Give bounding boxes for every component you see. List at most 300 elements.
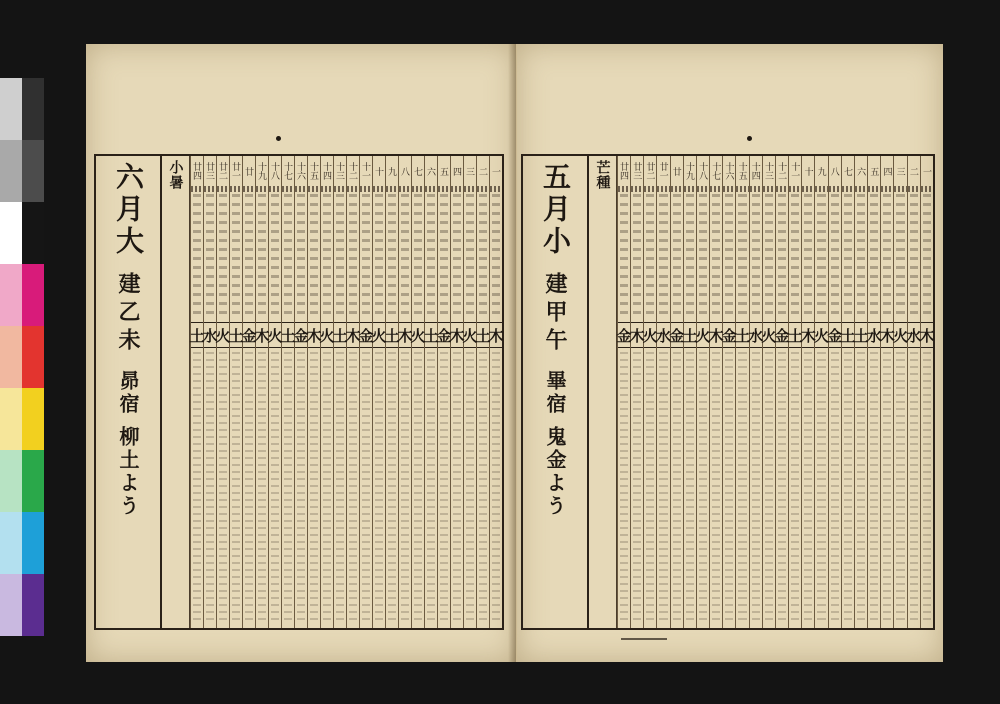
- lunar-lodge: 昴宿: [116, 370, 140, 416]
- almanac-notes: [844, 352, 852, 622]
- day-column: [359, 156, 372, 628]
- day-column: [307, 156, 320, 628]
- day-number: 五: [868, 166, 879, 176]
- element-cell: [490, 322, 502, 348]
- hour-marks: [412, 186, 424, 192]
- kana-annotation: [620, 194, 628, 318]
- almanac-notes: [414, 352, 422, 622]
- almanac-notes: [349, 352, 357, 622]
- lodge-note: 柳土よう: [116, 426, 140, 518]
- solar-term-column: [589, 156, 617, 628]
- day-number: 廿: [243, 166, 253, 176]
- element-cell: [477, 322, 489, 348]
- color-swatch: [22, 326, 44, 388]
- day-number: 十九: [256, 162, 266, 180]
- element-cell: [631, 322, 643, 348]
- almanac-notes: [453, 352, 461, 622]
- almanac-notes: [817, 352, 825, 622]
- hour-marks: [908, 186, 920, 192]
- day-element: 金: [774, 326, 790, 345]
- element-cell: [360, 322, 372, 348]
- hour-marks: [256, 186, 268, 192]
- kana-annotation: [206, 194, 214, 318]
- hour-marks: [373, 186, 385, 192]
- day-element: 土: [840, 326, 856, 345]
- almanac-notes: [193, 352, 201, 622]
- kana-annotation: [738, 194, 746, 318]
- element-cell: [412, 322, 424, 348]
- color-swatch: [22, 140, 44, 202]
- month-header-left: [96, 156, 162, 628]
- hour-marks: [204, 186, 216, 192]
- kana-annotation: [633, 194, 641, 318]
- day-element: 土: [228, 326, 244, 345]
- day-element: 金: [616, 326, 632, 345]
- day-element: 土: [853, 326, 869, 345]
- day-column: [216, 156, 229, 628]
- element-cell: [618, 322, 630, 348]
- day-column: [450, 156, 463, 628]
- color-swatch: [22, 574, 44, 636]
- day-column: [893, 156, 909, 628]
- day-number: 廿一: [657, 162, 668, 180]
- almanac-notes: [492, 352, 500, 622]
- day-element: 土: [475, 326, 491, 345]
- day-element: 木: [629, 326, 645, 345]
- day-column: [398, 156, 411, 628]
- solar-term-label: 小暑: [167, 160, 184, 190]
- day-number: 十一: [789, 162, 800, 180]
- kana-annotation: [284, 194, 292, 318]
- almanac-notes: [896, 352, 904, 622]
- day-number: 四: [451, 166, 461, 176]
- almanac-notes: [646, 352, 654, 622]
- day-column: [385, 156, 398, 628]
- almanac-notes: [831, 352, 839, 622]
- hour-marks: [451, 186, 463, 192]
- day-element: 金: [827, 326, 843, 345]
- kana-annotation: [883, 194, 891, 318]
- color-swatch: [0, 512, 22, 574]
- binding-hole: [747, 136, 752, 141]
- day-number: 十一: [360, 162, 370, 180]
- day-number: 七: [841, 166, 852, 176]
- color-swatch: [0, 202, 22, 264]
- hour-marks: [921, 186, 933, 192]
- element-cell: [308, 322, 320, 348]
- element-cell: [425, 322, 437, 348]
- day-number: 九: [386, 166, 396, 176]
- element-cell: [464, 322, 476, 348]
- kana-annotation: [440, 194, 448, 318]
- day-element: 火: [215, 326, 231, 345]
- day-element: 火: [462, 326, 478, 345]
- almanac-notes: [673, 352, 681, 622]
- kana-annotation: [349, 194, 357, 318]
- day-element: 火: [267, 326, 283, 345]
- element-cell: [829, 322, 841, 348]
- day-element: 土: [384, 326, 400, 345]
- day-number: 廿四: [618, 162, 629, 180]
- almanac-notes: [401, 352, 409, 622]
- kana-annotation: [910, 194, 918, 318]
- day-column: [424, 156, 437, 628]
- day-element: 土: [787, 326, 803, 345]
- day-columns: [190, 156, 502, 628]
- day-number: 三: [464, 166, 474, 176]
- almanac-notes: [804, 352, 812, 622]
- color-swatch: [0, 264, 22, 326]
- day-column: [656, 156, 669, 628]
- element-cell: [347, 322, 359, 348]
- day-columns: [617, 156, 933, 628]
- day-number: 八: [399, 166, 409, 176]
- element-cell: [243, 322, 255, 348]
- kana-annotation: [896, 194, 904, 318]
- hour-marks: [243, 186, 255, 192]
- day-column: [880, 156, 893, 628]
- almanac-notes: [245, 352, 253, 622]
- almanac-notes: [297, 352, 305, 622]
- hour-marks: [347, 186, 359, 192]
- color-swatch: [0, 78, 22, 140]
- almanac-notes: [752, 352, 760, 622]
- day-element: 木: [919, 326, 935, 345]
- almanac-notes: [712, 352, 720, 622]
- day-element: 木: [306, 326, 322, 345]
- hour-marks: [282, 186, 294, 192]
- hour-marks: [736, 186, 748, 192]
- element-cell: [386, 322, 398, 348]
- kana-annotation: [752, 194, 760, 318]
- hour-marks: [829, 186, 841, 192]
- day-number: 廿: [670, 166, 681, 176]
- almanac-notes: [336, 352, 344, 622]
- color-swatch: [0, 326, 22, 388]
- element-cell: [230, 322, 242, 348]
- hour-marks: [618, 186, 630, 192]
- hour-marks: [671, 186, 683, 192]
- kana-annotation: [791, 194, 799, 318]
- hour-marks: [425, 186, 437, 192]
- kana-annotation: [804, 194, 812, 318]
- day-number: 十: [802, 166, 813, 176]
- color-swatch: [0, 450, 22, 512]
- day-column: [828, 156, 841, 628]
- day-element: 木: [397, 326, 413, 345]
- kana-annotation: [844, 194, 852, 318]
- day-column: [463, 156, 476, 628]
- day-number: 十三: [762, 162, 773, 180]
- day-number: 二: [907, 166, 918, 176]
- month-branch: 建乙未: [115, 272, 141, 356]
- day-column: [281, 156, 294, 628]
- almanac-notes: [232, 352, 240, 622]
- right-page: [516, 44, 943, 662]
- kana-annotation: [870, 194, 878, 318]
- day-column: [801, 156, 814, 628]
- kana-annotation: [414, 194, 422, 318]
- almanac-notes: [388, 352, 396, 622]
- day-column: [255, 156, 268, 628]
- kana-annotation: [673, 194, 681, 318]
- day-column: [617, 156, 630, 628]
- day-element: 木: [708, 326, 724, 345]
- day-column: [683, 156, 696, 628]
- hour-marks: [217, 186, 229, 192]
- day-number: 十五: [736, 162, 747, 180]
- element-cell: [802, 322, 814, 348]
- hour-marks: [386, 186, 398, 192]
- element-cell: [814, 322, 830, 348]
- day-number: 六: [855, 166, 866, 176]
- element-cell: [334, 322, 346, 348]
- day-element: 金: [436, 326, 452, 345]
- hour-marks: [490, 186, 502, 192]
- almanac-notes: [791, 352, 799, 622]
- day-element: 水: [906, 326, 922, 345]
- day-column: [814, 156, 830, 628]
- day-number: 廿四: [191, 162, 201, 180]
- day-element: 火: [761, 326, 777, 345]
- day-column: [203, 156, 216, 628]
- day-element: 土: [280, 326, 296, 345]
- day-element: 火: [410, 326, 426, 345]
- almanac-notes: [620, 352, 628, 622]
- kana-annotation: [297, 194, 305, 318]
- almanac-notes: [258, 352, 266, 622]
- element-cell: [191, 322, 203, 348]
- element-cell: [684, 322, 696, 348]
- element-cell: [373, 322, 385, 348]
- hour-marks: [723, 186, 735, 192]
- color-swatch: [22, 202, 44, 264]
- element-cell: [217, 322, 229, 348]
- kana-annotation: [466, 194, 474, 318]
- almanac-notes: [765, 352, 773, 622]
- element-cell: [868, 322, 880, 348]
- day-column: [841, 156, 854, 628]
- day-element: 金: [241, 326, 257, 345]
- almanac-notes: [310, 352, 318, 622]
- hour-marks: [802, 186, 814, 192]
- element-cell: [657, 322, 669, 348]
- color-swatch: [22, 78, 44, 140]
- kana-annotation: [659, 194, 667, 318]
- day-number: 十四: [321, 162, 331, 180]
- almanac-notes: [633, 352, 641, 622]
- month-branch: 建甲午: [542, 272, 568, 356]
- left-page: [86, 44, 517, 662]
- hour-marks: [868, 186, 880, 192]
- day-column: [775, 156, 788, 628]
- hour-marks: [631, 186, 643, 192]
- almanac-notes: [323, 352, 331, 622]
- day-number: 五: [438, 166, 448, 176]
- kana-annotation: [193, 194, 201, 318]
- kana-annotation: [923, 194, 931, 318]
- kana-annotation: [492, 194, 500, 318]
- hour-marks: [644, 186, 656, 192]
- day-element: 火: [695, 326, 711, 345]
- day-column: [907, 156, 920, 628]
- day-number: 十七: [710, 162, 721, 180]
- hour-marks: [477, 186, 489, 192]
- day-column: [788, 156, 801, 628]
- printer-mark: [621, 630, 667, 640]
- day-column: [709, 156, 722, 628]
- hour-marks: [763, 186, 775, 192]
- hour-marks: [464, 186, 476, 192]
- almanac-notes: [479, 352, 487, 622]
- color-swatch: [22, 264, 44, 326]
- day-column: [920, 156, 933, 628]
- day-number: 九: [815, 166, 826, 176]
- day-number: 七: [412, 166, 422, 176]
- element-cell: [697, 322, 709, 348]
- element-cell: [735, 322, 751, 348]
- day-element: 水: [748, 326, 764, 345]
- day-element: 木: [879, 326, 895, 345]
- almanac-notes: [271, 352, 279, 622]
- element-cell: [776, 322, 788, 348]
- kana-annotation: [765, 194, 773, 318]
- lodge-note: 鬼金よう: [543, 426, 567, 518]
- hour-marks: [191, 186, 203, 192]
- element-cell: [204, 322, 216, 348]
- day-number: 四: [881, 166, 892, 176]
- day-number: 廿三: [631, 162, 642, 180]
- day-number: 廿一: [230, 162, 240, 180]
- element-cell: [881, 322, 893, 348]
- kana-annotation: [388, 194, 396, 318]
- almanac-notes: [659, 352, 667, 622]
- day-number: 一: [490, 166, 500, 176]
- hour-marks: [815, 186, 827, 192]
- day-element: 水: [202, 326, 218, 345]
- kana-annotation: [336, 194, 344, 318]
- day-column: [320, 156, 333, 628]
- kana-annotation: [686, 194, 694, 318]
- color-calibration-strip: [0, 78, 44, 638]
- day-column: [722, 156, 735, 628]
- day-element: 水: [655, 326, 671, 345]
- element-cell: [893, 322, 909, 348]
- day-column: [190, 156, 203, 628]
- kana-annotation: [323, 194, 331, 318]
- kana-annotation: [699, 194, 707, 318]
- almanac-notes: [440, 352, 448, 622]
- element-cell: [644, 322, 656, 348]
- element-cell: [723, 322, 735, 348]
- hour-marks: [776, 186, 788, 192]
- lunar-lodge: 畢宿: [543, 370, 567, 416]
- almanac-notes: [738, 352, 746, 622]
- day-element: 金: [358, 326, 374, 345]
- color-swatch: [22, 512, 44, 574]
- almanac-notes: [883, 352, 891, 622]
- day-element: 土: [423, 326, 439, 345]
- day-column: [294, 156, 307, 628]
- day-number: 十六: [723, 162, 734, 180]
- kana-annotation: [479, 194, 487, 318]
- element-cell: [842, 322, 854, 348]
- hour-marks: [881, 186, 893, 192]
- kana-annotation: [245, 194, 253, 318]
- element-cell: [451, 322, 463, 348]
- day-column: [670, 156, 683, 628]
- hour-marks: [399, 186, 411, 192]
- day-column: [333, 156, 346, 628]
- hour-marks: [334, 186, 346, 192]
- day-column: [643, 156, 656, 628]
- almanac-notes: [466, 352, 474, 622]
- day-element: 土: [332, 326, 348, 345]
- hour-marks: [657, 186, 669, 192]
- day-number: 廿二: [644, 162, 655, 180]
- solar-term-column: [162, 156, 190, 628]
- month-header-right: [523, 156, 589, 628]
- day-number: 十八: [697, 162, 708, 180]
- day-column: [696, 156, 709, 628]
- hour-marks: [750, 186, 762, 192]
- almanac-notes: [857, 352, 865, 622]
- day-number: 六: [425, 166, 435, 176]
- day-element: 金: [293, 326, 309, 345]
- almanac-notes: [870, 352, 878, 622]
- month-title: 六月大: [112, 162, 145, 258]
- day-element: 土: [735, 326, 751, 345]
- color-swatch: [0, 574, 22, 636]
- day-number: 廿二: [217, 162, 227, 180]
- day-column: [630, 156, 643, 628]
- day-number: 八: [828, 166, 839, 176]
- hour-marks: [360, 186, 372, 192]
- calendar-frame-right: [521, 154, 935, 630]
- kana-annotation: [831, 194, 839, 318]
- kana-annotation: [271, 194, 279, 318]
- day-column: [762, 156, 775, 628]
- hour-marks: [855, 186, 867, 192]
- day-element: 火: [371, 326, 387, 345]
- color-swatch: [0, 388, 22, 450]
- hour-marks: [894, 186, 906, 192]
- day-number: 廿三: [204, 162, 214, 180]
- element-cell: [789, 322, 801, 348]
- day-element: 土: [189, 326, 205, 345]
- day-element: 火: [893, 326, 909, 345]
- color-swatch: [0, 140, 22, 202]
- day-number: 十九: [683, 162, 694, 180]
- day-number: 十七: [282, 162, 292, 180]
- day-element: 木: [449, 326, 465, 345]
- almanac-notes: [725, 352, 733, 622]
- day-column: [749, 156, 762, 628]
- kana-annotation: [857, 194, 865, 318]
- day-number: 二: [477, 166, 487, 176]
- day-number: 十八: [269, 162, 279, 180]
- almanac-notes: [910, 352, 918, 622]
- element-cell: [321, 322, 333, 348]
- day-element: 木: [345, 326, 361, 345]
- almanac-notes: [778, 352, 786, 622]
- hour-marks: [295, 186, 307, 192]
- hour-marks: [269, 186, 281, 192]
- kana-annotation: [375, 194, 383, 318]
- hour-marks: [438, 186, 450, 192]
- almanac-notes: [427, 352, 435, 622]
- almanac-notes: [699, 352, 707, 622]
